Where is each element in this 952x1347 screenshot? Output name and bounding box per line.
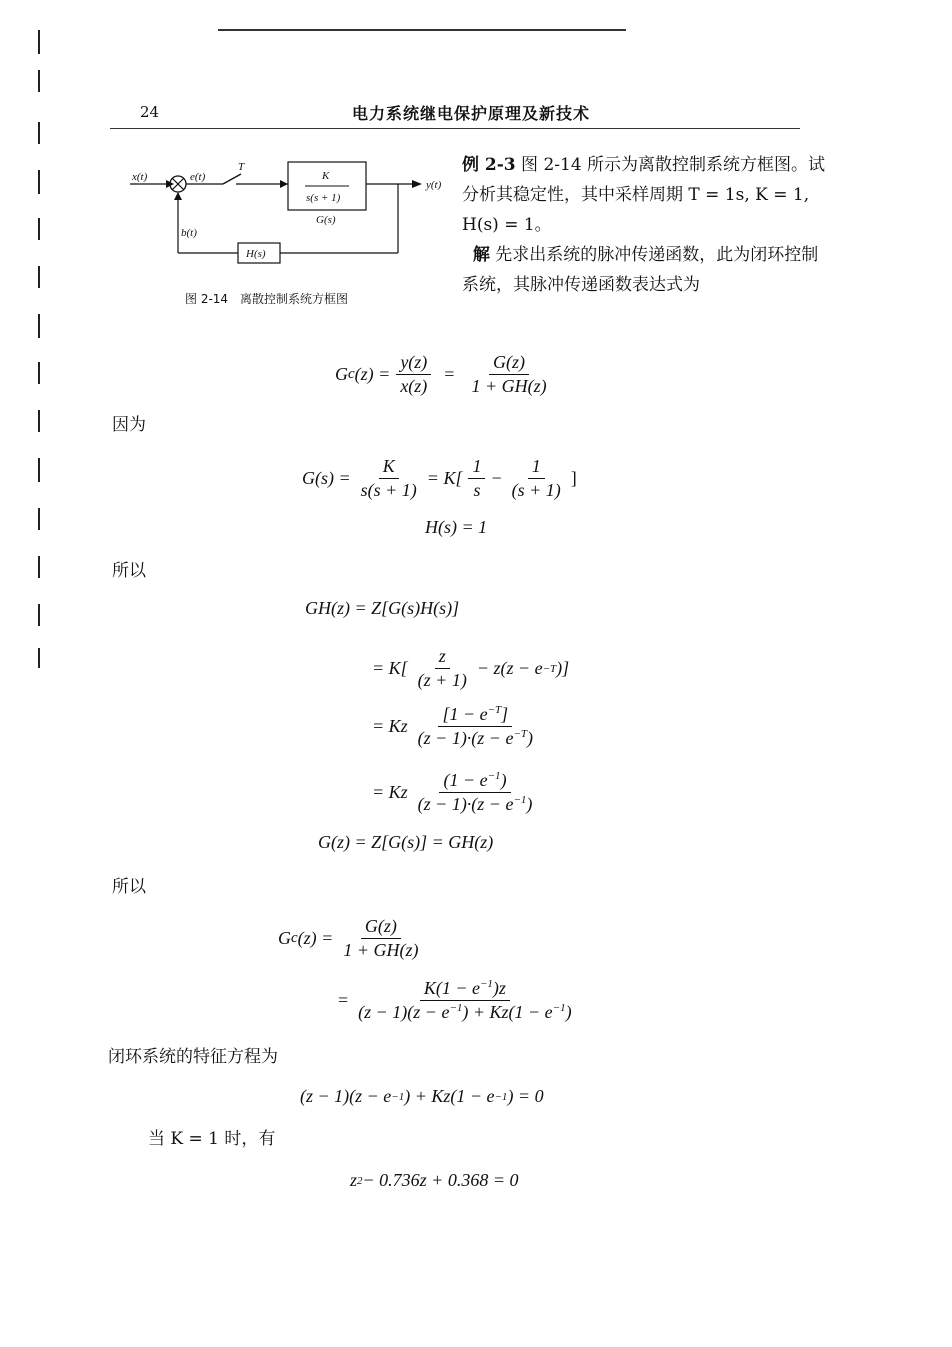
- text-therefore-1: 所以: [112, 561, 146, 581]
- scan-margin-mark: [38, 266, 40, 288]
- equation-closed-loop-1: G c (z) = $\frac{G(z)}{1 + GH(z)}$: [278, 916, 419, 960]
- equation-polynomial: z 2 − 0.736z + 0.368 = 0: [350, 1170, 519, 1190]
- solution-label: 解: [472, 245, 490, 265]
- text-because: 因为: [112, 415, 146, 435]
- label-k: K: [322, 170, 330, 182]
- equation-gz: G(z) = Z[G(s)] = GH(z): [318, 832, 494, 852]
- arrow-icon: [412, 180, 422, 188]
- scan-margin-mark: [38, 218, 40, 240]
- example-label: 例 2-3: [462, 155, 516, 175]
- solution-paragraph: [462, 240, 832, 300]
- equation-transfer: G c (z) = $\frac{y(z)}{x(z)}$ = $\frac{G(z)}{1 + GH(z)}$: [335, 352, 547, 396]
- equation-gh-line3: = Kz $\frac{[1 - e^{-T}]}{(z - 1)\cdot(z - e^{-T})}$: [372, 704, 533, 748]
- scan-margin-mark: [38, 648, 40, 668]
- arrow-icon: [174, 192, 182, 200]
- equation-characteristic: (z − 1)(z − e −1 ) + Kz(1 − e −1 ) = 0: [300, 1086, 544, 1106]
- label-g: G(s): [316, 214, 336, 226]
- text-when-k: 当 K = 1 时，有: [148, 1129, 276, 1149]
- label-x: x(t): [132, 171, 148, 183]
- text-char-eq: 闭环系统的特征方程为: [108, 1047, 278, 1067]
- sampler-switch: [223, 174, 241, 184]
- example-paragraph: [462, 150, 832, 240]
- scan-margin-mark: [38, 30, 40, 54]
- equation-gs: G(s) = $\frac{K}{s(s + 1)}$ = K[ $\frac{1}{s}$ − $\frac{1}{(s + 1)}$ ]: [302, 456, 577, 500]
- page-number: 24: [140, 103, 160, 121]
- scan-margin-mark: [38, 314, 40, 338]
- equation-closed-loop-2: = $\frac{K(1 - e^{-1})z}{(z - 1)(z - e^{-1}) + Kz(1 - e^{-1})}$: [338, 978, 572, 1022]
- scan-margin-mark: [38, 458, 40, 482]
- running-title: 电力系统继电保护原理及新技术: [352, 104, 591, 123]
- label-h: H(s): [246, 248, 266, 260]
- block-diagram: [128, 150, 458, 268]
- scan-top-line: [218, 29, 626, 31]
- label-b: b(t): [181, 227, 197, 239]
- scan-margin-mark: [38, 122, 40, 144]
- arrow-icon: [280, 180, 288, 188]
- equation-hs: H(s) = 1: [425, 517, 488, 537]
- text-therefore-2: 所以: [112, 877, 146, 897]
- scan-margin-mark: [38, 556, 40, 578]
- label-e: e(t): [190, 171, 206, 183]
- scan-margin-mark: [38, 410, 40, 432]
- label-den: s(s + 1): [306, 192, 341, 204]
- example-text: 图 2-14 所示为离散控制系统方框图。试分析其稳定性，其中采样周期 T = 1s, K = 1, H(s) = 1。: [462, 155, 826, 235]
- label-y: y(t): [426, 179, 442, 191]
- scan-margin-mark: [38, 508, 40, 530]
- scan-margin-mark: [38, 70, 40, 92]
- solution-text: 先求出系统的脉冲传递函数，此为闭环控制系统，其脉冲传递函数表达式为: [462, 245, 819, 295]
- label-t: T: [238, 161, 245, 173]
- equation-gh-line2: = K[ $\frac{z}{(z + 1)}$ − z(z − e −T )]: [372, 646, 570, 690]
- header-rule: [110, 128, 800, 129]
- figure-caption: 图 2-14 离散控制系统方框图: [185, 292, 349, 306]
- scan-margin-mark: [38, 604, 40, 626]
- equation-gh-line1: GH(z) = Z[G(s)H(s)]: [305, 598, 460, 618]
- equation-gh-line4: = Kz $\frac{(1 - e^{-1})}{(z - 1)\cdot(z - e^{-1})}$: [372, 770, 533, 814]
- scan-margin-mark: [38, 362, 40, 384]
- scan-margin-mark: [38, 170, 40, 194]
